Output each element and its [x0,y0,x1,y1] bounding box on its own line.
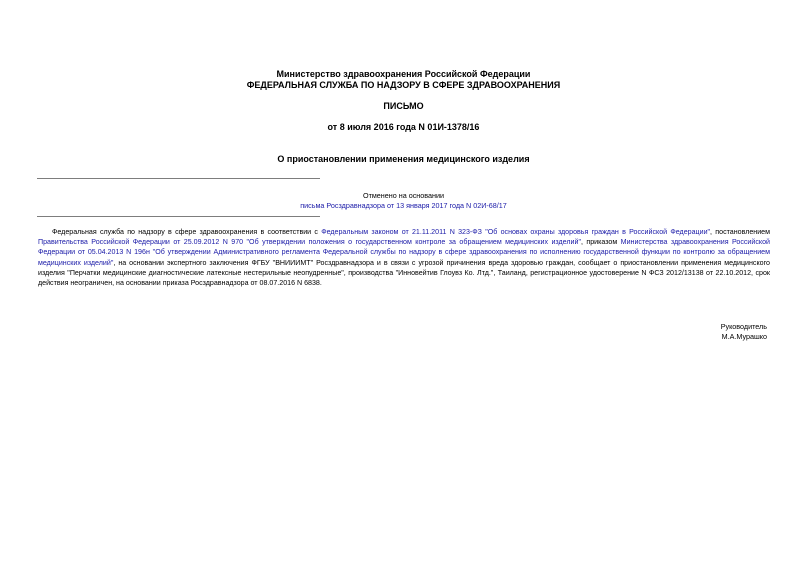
body-text-4: , на основании экспертного заключения ФГБУ "ВНИИИМТ" Росздравнадзора и в связи с угрозой причинения вреда здоровью граждан, сообщает о приостановлении применения медицинского изделия "Перчатки медицинские диагностические латексные нестерильные неопудренные", производства "Инновейтив Глоувз Ко. Лтд.", Таиланд, регистрационное удостоверение N ФСЗ 2012/13138 от 22.10.2012, срок действия неограничен, на основании приказа Росздравнадзора от 08.07.2016 N 6838. [38,258,770,288]
cancellation-link[interactable]: письма Росздравнадзора от 13 января 2017 года N 02И-68/17 [300,201,507,210]
federal-law-link[interactable]: Федеральным законом от 21.11.2011 N 323-ФЗ "Об основах охраны здоровья граждан в Российской Федерации" [321,228,711,236]
cancellation-note: Отменено на основании [362,191,444,200]
top-divider [37,178,320,179]
bottom-divider [37,216,320,217]
document-type: ПИСЬМО [383,101,424,111]
government-decree-link[interactable]: Правительства Российской Федерации от 25.09.2012 N 970 "Об утверждении положения о государственном контроле за обращением медицинских изделий" [38,238,581,247]
body-text-3: , приказом [580,238,621,247]
document-body [38,227,770,288]
service-name: ФЕДЕРАЛЬНАЯ СЛУЖБА ПО НАДЗОРУ В СФЕРЕ ЗДРАВООХРАНЕНИЯ [246,80,561,90]
body-text-1: Федеральная служба по надзору в сфере здравоохранения в соответствии с [52,228,322,236]
ministry-name: Министерство здравоохранения Российской Федерации [276,69,531,79]
signature-name: М.А.Мурашко [721,332,767,341]
body-text-2: , постановлением [710,228,770,236]
document-title: О приостановлении применения медицинского изделия [277,154,530,164]
document-date-number: от 8 июля 2016 года N 01И-1378/16 [327,122,480,132]
signature-position: Руководитель [720,322,767,331]
ministry-order-link[interactable]: Министерства здравоохранения Российской Федерации от 05.04.2013 N 196н "Об утверждении Административного регламента Федеральной службы по надзору в сфере здравоохранения по исполнению государственной функции по контролю за обращением медицинских изделий" [38,238,770,267]
